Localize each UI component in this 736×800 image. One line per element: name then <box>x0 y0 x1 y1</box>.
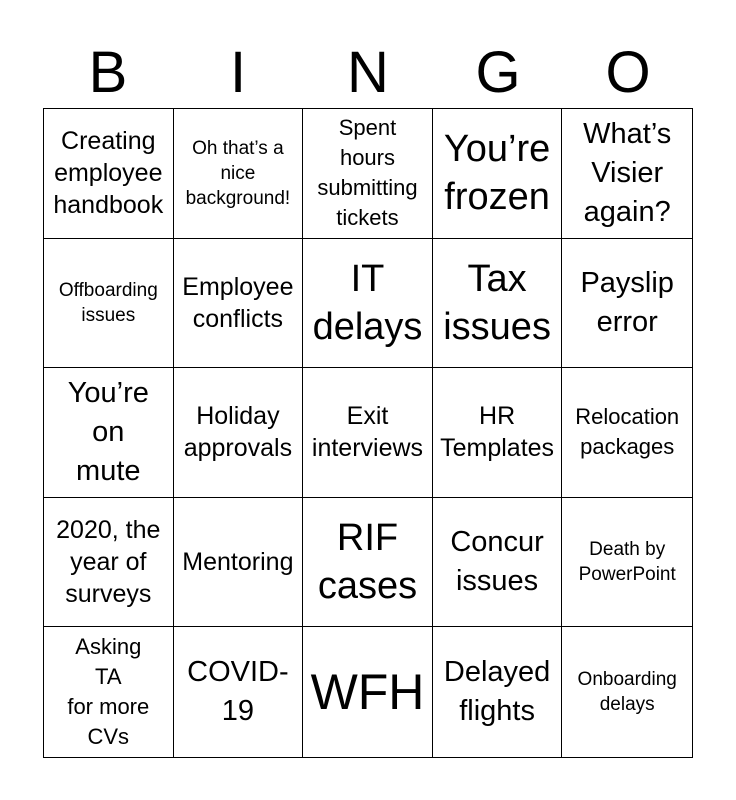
bingo-cell-i-4[interactable] <box>174 498 304 628</box>
cell-label: 2020, the year of surveys <box>56 516 161 609</box>
cell-label: RIF cases <box>317 517 418 608</box>
bingo-cell-i-2[interactable] <box>174 239 304 369</box>
cell-label: HR Templates <box>440 402 555 463</box>
bingo-cell-b-2[interactable] <box>44 239 174 369</box>
cell-label: Asking TA for more CVs <box>67 634 150 750</box>
cell-label: Concur issues <box>450 526 544 598</box>
header-letter-o: O <box>605 40 651 105</box>
bingo-cell-n-1[interactable] <box>303 109 433 239</box>
bingo-cell-n-3[interactable] <box>303 368 433 498</box>
bingo-board <box>43 108 693 758</box>
cell-label: What’s Visier again? <box>583 117 672 228</box>
cell-label: Creating employee handbook <box>53 127 164 220</box>
bingo-header <box>43 38 693 108</box>
bingo-cell-i-3[interactable] <box>174 368 304 498</box>
bingo-cell-o-1[interactable] <box>562 109 692 239</box>
bingo-cell-b-3[interactable] <box>44 368 174 498</box>
header-letter-b: B <box>88 40 128 105</box>
bingo-cell-n-4[interactable] <box>303 498 433 628</box>
bingo-cell-g-4[interactable] <box>433 498 563 628</box>
bingo-cell-i-1[interactable] <box>174 109 304 239</box>
bingo-cell-g-5[interactable] <box>433 627 563 757</box>
cell-label: Mentoring <box>182 548 294 577</box>
bingo-cell-o-3[interactable] <box>562 368 692 498</box>
bingo-cell-n-2[interactable] <box>303 239 433 369</box>
header-letter-g: G <box>475 40 521 105</box>
cell-label: Payslip error <box>580 266 674 338</box>
bingo-cell-n-5[interactable] <box>303 627 433 757</box>
bingo-cell-i-5[interactable] <box>174 627 304 757</box>
cell-label: Relocation packages <box>575 404 680 460</box>
bingo-cell-b-1[interactable] <box>44 109 174 239</box>
header-letter-n: N <box>347 40 389 105</box>
bingo-cell-o-5[interactable] <box>562 627 692 757</box>
cell-label: You’re frozen <box>443 128 551 219</box>
bingo-cell-b-5[interactable] <box>44 627 174 757</box>
cell-label: Spent hours submitting tickets <box>317 115 418 231</box>
cell-label: Tax issues <box>443 257 551 348</box>
cell-label: Offboarding issues <box>58 279 158 326</box>
cell-label: Death by PowerPoint <box>578 539 676 586</box>
cell-label: WFH <box>310 664 425 721</box>
cell-label: Employee conflicts <box>182 272 294 333</box>
cell-label: Oh that’s a nice background! <box>185 137 291 209</box>
cell-label: Holiday approvals <box>183 402 293 463</box>
cell-label: Exit interviews <box>311 402 424 463</box>
bingo-cell-g-3[interactable] <box>433 368 563 498</box>
cell-label: You’re on mute <box>67 376 149 487</box>
bingo-cell-g-2[interactable] <box>433 239 563 369</box>
bingo-cell-b-4[interactable] <box>44 498 174 628</box>
cell-label: Delayed flights <box>443 656 551 728</box>
cell-label: Onboarding delays <box>577 669 677 716</box>
bingo-cell-o-4[interactable] <box>562 498 692 628</box>
header-letter-i: I <box>229 40 247 105</box>
cell-label: COVID- 19 <box>187 656 289 728</box>
cell-label: IT delays <box>312 257 423 348</box>
bingo-cell-g-1[interactable] <box>433 109 563 239</box>
bingo-cell-o-2[interactable] <box>562 239 692 369</box>
